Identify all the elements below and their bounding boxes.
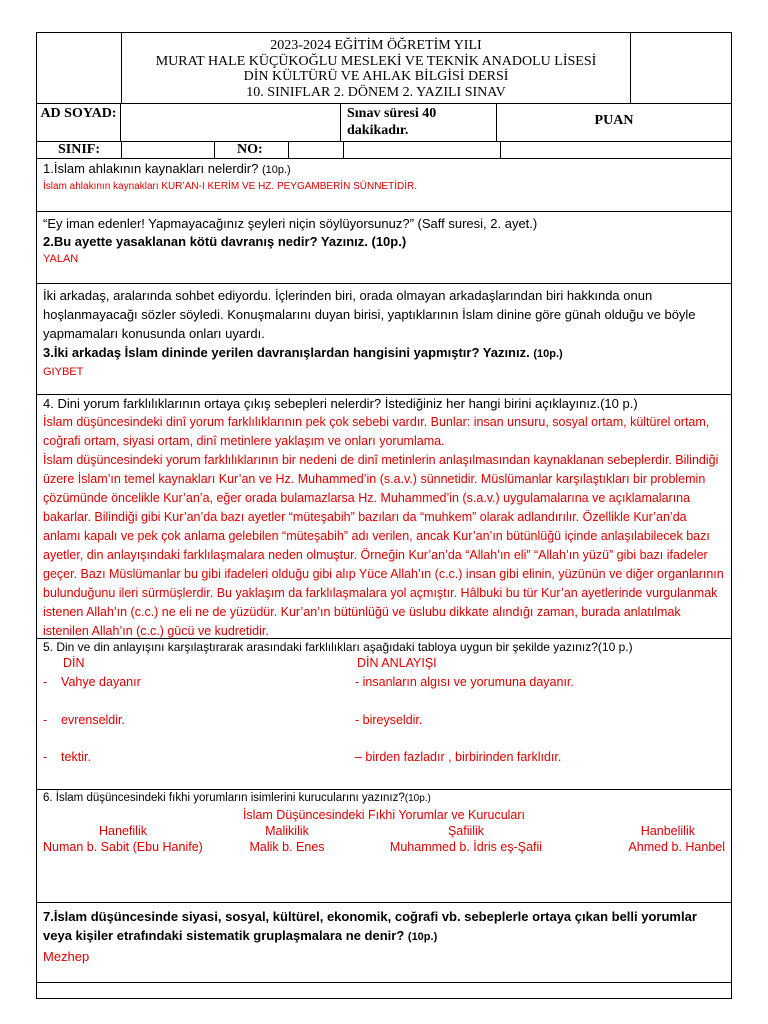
q7-answer: Mezhep bbox=[43, 949, 90, 964]
q1-question: 1.İslam ahlakının kaynakları nelerdir? bbox=[43, 161, 259, 176]
puan-label: PUAN bbox=[594, 113, 634, 128]
school-hanbelilik: Hanbelilik bbox=[640, 824, 695, 838]
q1-text bbox=[43, 160, 725, 179]
q4-answer-paragraph-2: İslam düşüncesindeki yorum farklılıklarının bir nedeni de dinî metinlerin anlaşılmasından kaynaklanan sebeplerdir. Bilindiği üzere İslam’ın temel kaynakları Kur’an ve Hz. Muhammed’in (s.a.v.) sünnetidir. Müslümanlar karşılaştıkları bir problemin çözümünde öncelikle Kur’an’a, eğer orada bulamazlarsa Hz. Muhammed’in (s.a.v.) uygulamalarına ve açıklamalarına bakarlar. Bilindiği gibi Kur’an’da bazı ayetler “müteşabih” bazıları da “muhkem” olarak adlandırılır. Özellikle Kur’an’da anlamı kapalı ve pek çok anlama gelebilen “müteşabih” adı verilen, ancak Kur’an’ın bütünlüğü içinde anlaşılabilecek bazı ayetler, din anlayışındaki farklılaşmalara neden olmuştur. Örneğin Kur’an’da “Allah’ın eli” “Allah’ın yüzü” gibi bazı ifadeler geçer. Bazı Müslümanlar bu gibi ifadeleri olduğu gibi alıp Yüce Allah’ın (c.c.) insan gibi elinin, yüzünün ve diğer organlarının bulunduğunu ileri sürmüşlerdir. Bu yaklaşım da farklılaşmalara yol açmıştır. Hâlbuki bu tür Kur’an ayetlerinde vurgulanmak istenen Allah’ın (c.c.) ne eli ne de yüzüdür. Kur’an’ın bütünlüğü ve üslubu dikkate alındığı zaman, burada anlatılmak istenilen Allah’ın (c.c.) gücü ve kudretidir. bbox=[43, 453, 724, 638]
q5-row-2-right: - bireyseldir. bbox=[355, 713, 423, 727]
school-safiilik: Şafiilik bbox=[447, 824, 485, 838]
question-2 bbox=[36, 212, 732, 284]
q1-points: (10p.) bbox=[261, 164, 291, 176]
q5-question: 5. Din ve din anlayışını karşılaştırarak arasındaki farklılıkları aşağıdaki tabloya uygun bir şekilde yazınız?(10 p.) bbox=[43, 640, 633, 654]
info-empty-cell bbox=[344, 142, 501, 158]
school-hanefilik: Hanefilik bbox=[99, 824, 147, 838]
question-4 bbox=[36, 395, 732, 639]
founder-ahmed-hanbel: Ahmed b. Hanbel bbox=[628, 840, 725, 854]
q6-question: 6. İslam düşüncesindeki fıkhi yorumların isimlerini kurucularını yazınız? bbox=[43, 792, 405, 804]
q5-row-1-left: - Vahye dayanır bbox=[43, 675, 141, 689]
q5-col-din: DİN bbox=[63, 656, 85, 670]
q3-question: 3.İki arkadaş İslam dininde yerilen davranışlardan hangisini yapmıştır? Yazınız. bbox=[43, 345, 530, 360]
q5-row-3-right: – birden fazladır , birbirinden farklıdır. bbox=[355, 750, 562, 764]
question-3 bbox=[36, 284, 732, 395]
q4-question: 4. Dini yorum farklılıklarının ortaya çıkış sebepleri nelerdir? İstediğiniz her hangi birini açıklayınız.(10 p.) bbox=[43, 396, 638, 411]
q3-answer: GIYBET bbox=[43, 366, 84, 378]
logo-cell bbox=[37, 33, 122, 103]
question-6 bbox=[36, 790, 732, 903]
q6-schools-table bbox=[43, 823, 725, 855]
info-row-class bbox=[36, 142, 732, 159]
q4-answer-paragraph-1: İslam düşüncesindeki dinî yorum farklılıklarının pek çok sebebi vardır. Bunlar: insan unsuru, sosyal ortam, kültürel ortam, coğrafi ortam, siyasi ortam, dinî metinlere yaklaşım ve onları yorumlama. bbox=[43, 415, 710, 448]
question-1 bbox=[36, 159, 732, 212]
header-titles bbox=[122, 33, 631, 103]
header-line-3: DİN KÜLTÜRÜ VE AHLAK BİLGİSİ DERSİ bbox=[243, 69, 509, 84]
exam-page bbox=[36, 32, 732, 999]
q7-points: (10p.) bbox=[407, 931, 438, 943]
q2-question: 2.Bu ayette yasaklanan kötü davranış nedir? Yazınız. (10p.) bbox=[43, 234, 407, 249]
sinif-field[interactable] bbox=[122, 142, 215, 158]
bottom-row bbox=[36, 983, 732, 999]
q2-answer: YALAN bbox=[43, 253, 79, 265]
q3-story: İki arkadaş, aralarında sohbet ediyordu. İçlerinden biri, orada olmayan arkadaşlarından biri hakkında onun hoşlanmayacağı sözler söyledi. Konuşmalarını duyan birisi, yaptıklarının İslam dinine göre günah olduğu ve böyle yapmamaları konusunda onları uyardı. bbox=[43, 288, 696, 341]
ad-soyad-label: AD SOYAD: bbox=[37, 104, 121, 141]
q3-text bbox=[43, 343, 725, 364]
q2-quote: “Ey iman edenler! Yapmayacağınız şeyleri niçin söylüyorsunuz?” (Saff suresi, 2. ayet.) bbox=[43, 216, 538, 231]
sinif-label: SINIF: bbox=[37, 142, 122, 158]
question-5 bbox=[36, 639, 732, 790]
exam-duration: Sınav süresi 40 dakikadır. bbox=[341, 104, 497, 141]
question-7 bbox=[36, 903, 732, 983]
no-field[interactable] bbox=[289, 142, 344, 158]
header-line-1: 2023-2024 EĞİTİM ÖĞRETİM YILI bbox=[270, 38, 482, 53]
q6-points: (10p.) bbox=[404, 793, 431, 804]
q5-col-din-anlayisi: DİN ANLAYIŞI bbox=[357, 656, 437, 670]
header-line-4: 10. SINIFLAR 2. DÖNEM 2. YAZILI SINAV bbox=[246, 84, 506, 100]
q5-row-2-left: - evrenseldir. bbox=[43, 713, 125, 727]
q5-row-3-left: - tektir. bbox=[43, 750, 91, 764]
q3-points: (10p.) bbox=[533, 348, 563, 360]
puan-field[interactable] bbox=[501, 142, 731, 158]
no-label: NO: bbox=[215, 142, 289, 158]
founder-ebu-hanife: Numan b. Sabit (Ebu Hanife) bbox=[43, 840, 203, 854]
school-malikilik: Malikilik bbox=[265, 824, 309, 838]
header-line-2: MURAT HALE KÜÇÜKOĞLU MESLEKİ VE TEKNİK ANADOLU LİSESİ bbox=[155, 53, 597, 69]
founder-safii: Muhammed b. İdris eş-Şafii bbox=[389, 840, 543, 854]
q7-text bbox=[43, 907, 725, 947]
q6-schools-row bbox=[43, 823, 725, 839]
q7-question: 7.İslam düşüncesinde siyasi, sosyal, kültürel, ekonomik, coğrafi vb. sebeplerle ortaya çıkan belli yorumlar veya kişiler etrafındaki sistematik gruplaşmalara ne denir? bbox=[43, 909, 697, 943]
ad-soyad-field[interactable] bbox=[121, 104, 341, 141]
q1-answer: İslam ahlakının kaynakları KUR’AN-I KERİM VE HZ. PEYGAMBERİN SÜNNETİDİR. bbox=[43, 181, 417, 192]
q5-row-1-right: - insanların algısı ve yorumuna dayanır. bbox=[355, 675, 574, 689]
info-row-name bbox=[36, 104, 732, 142]
q6-founders-row bbox=[43, 839, 725, 855]
q6-text bbox=[43, 790, 725, 807]
exam-header bbox=[36, 32, 732, 104]
header-right-cell bbox=[631, 33, 731, 103]
q6-table-title: İslam Düşüncesindeki Fıkhi Yorumlar ve Kurucuları bbox=[242, 808, 526, 822]
founder-malik: Malik b. Enes bbox=[249, 840, 325, 854]
